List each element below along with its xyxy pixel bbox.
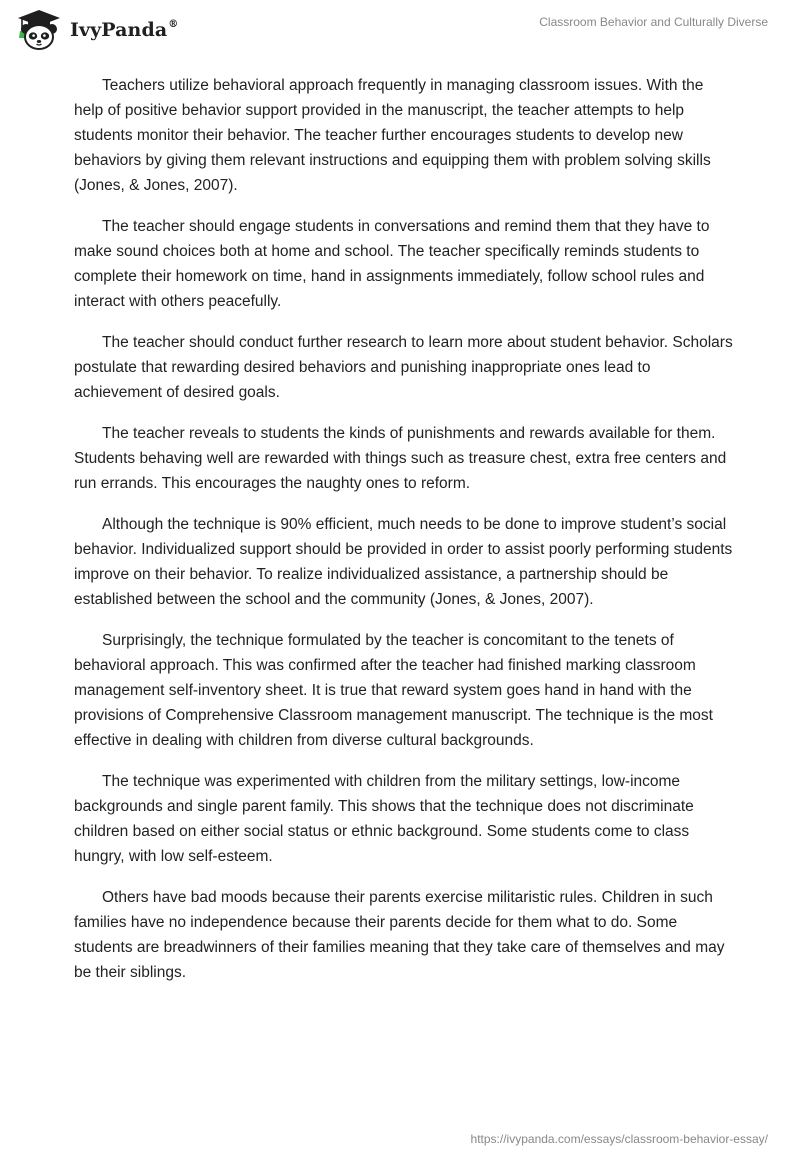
ivypanda-logo[interactable] — [14, 9, 178, 51]
paragraph-3: The teacher should conduct further research to learn more about student behavior. Scholars postulate that rewarding desired behaviors and punishing inappropriate ones lead to achievement of desired goals. — [74, 334, 733, 401]
registered-mark: ® — [168, 19, 179, 30]
paragraph-5: Although the technique is 90% efficient, much needs to be done to improve student’s social behavior. Individualized support should be provided in order to assist poorly performing students improve on their behavior. To realize individualized assistance, a partnership should be established between the school and the community (Jones, & Jones, 2007). — [74, 516, 733, 608]
page-header — [0, 0, 800, 60]
paragraph-4: The teacher reveals to students the kinds of punishments and rewards available for them. Students behaving well are rewarded with things such as treasure chest, extra free centers and run errands. This encourages the naughty ones to reform. — [74, 425, 727, 492]
brand-name: IvyPanda® — [70, 19, 179, 41]
paragraph-7: The technique was experimented with children from the military settings, low-income backgrounds and single parent family. This shows that the technique does not discriminate children based on either social status or ethnic background. Some students come to class hungry, with low self-esteem. — [74, 773, 694, 865]
document-title: Classroom Behavior and Culturally Diverse — [539, 15, 768, 29]
source-url-link[interactable]: https://ivypanda.com/essays/classroom-behavior-essay/ — [470, 1132, 768, 1146]
panda-graduate-icon — [14, 9, 64, 51]
paragraph-2: The teacher should engage students in conversations and remind them that they have to make sound choices both at home and school. The teacher specifically reminds students to complete their homework on time, hand in assignments immediately, follow school rules and interact with others peacefully. — [74, 218, 710, 310]
paragraph-6: Surprisingly, the technique formulated by the teacher is concomitant to the tenets of behavioral approach. This was confirmed after the teacher had finished marking classroom management self-inventory sheet. It is true that reward system goes hand in hand with the provisions of Comprehensive Classroom management manuscript. The technique is the most effective in dealing with children from diverse cultural backgrounds. — [74, 632, 713, 749]
paragraph-8: Others have bad moods because their parents exercise militaristic rules. Children in such families have no independence because their parents decide for them what to do. Some students are breadwinners of their families meaning that they take care of themselves and may be their siblings. — [74, 889, 725, 981]
essay-body — [74, 73, 734, 1001]
paragraph-1: Teachers utilize behavioral approach frequently in managing classroom issues. With the help of positive behavior support provided in the manuscript, the teacher attempts to help students monitor their behavior. The teacher further encourages students to develop new behaviors by giving them relevant instructions and equipping them with problem solving skills (Jones, & Jones, 2007). — [74, 77, 711, 194]
